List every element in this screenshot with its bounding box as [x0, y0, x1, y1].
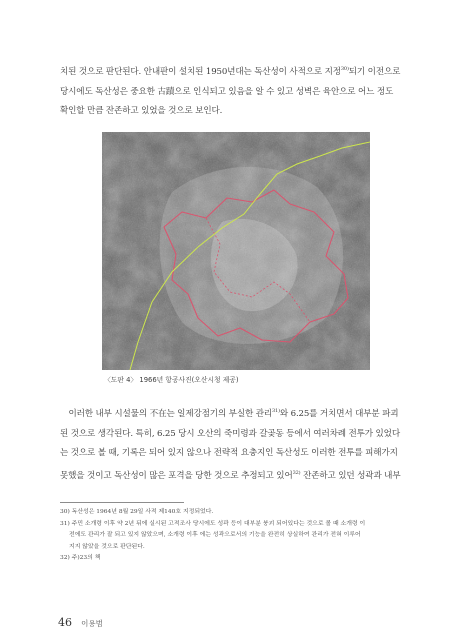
page-footer — [58, 611, 103, 630]
body-paragraph-1 — [60, 60, 418, 122]
text-line: 당시에도 독산성은 중요한 古蹟으로 인식되고 있음을 알 수 있고 성벽은 육안으로 어느 정도 — [60, 86, 394, 97]
body-paragraph-2 — [60, 402, 418, 486]
text-line: 이러한 내부 시설물의 不在는 일제강점기의 부실한 관리$^{31)}$와 6.25를 거치면서 대부분 파괴 — [68, 408, 399, 419]
footnote-ref: 30) — [340, 66, 349, 72]
aerial-photograph — [102, 132, 370, 370]
footnote-ref: 32) — [292, 469, 301, 476]
figure-caption: 〈도판 4〉 1966년 항공사진(오산시청 제공) — [104, 376, 239, 384]
text-line: 된 것으로 생각된다. 특히, 6.25 당시 오산의 죽미령과 갈곶동 등에서 여러차례 전투가 있었다 — [60, 428, 400, 439]
text-line: 확인할 만큼 잔존하고 있었을 것으로 보인다. — [60, 106, 223, 116]
author-name: 이용범 — [81, 619, 103, 628]
text-line: 치된 것으로 판단된다. 안내판이 설치된 1950년대는 독산성이 사적으로 지정$^{30)}$되기 이전으로 — [60, 66, 401, 77]
footnote-31-cont: 지지 않았을 것으로 판단된다. — [69, 543, 145, 550]
footnote-30: 30) 독산성은 1964년 8월 29일 사적 제140호 지정되었다. — [60, 509, 214, 515]
footnote-32: 32) 주)23의 책 — [60, 555, 101, 562]
text-line: 못했을 것이고 독산성이 많은 포격을 당한 것으로 추정되고 있어$^{32)}$ 잔존하고 있던 성곽과 내부 — [60, 469, 401, 481]
footnote-31: 31) 주민 소개령 이후 약 2년 뒤에 실시된 고적조사 당시에도 성곽 등이 대부분 붕괴 되어있다는 것으로 볼 때 소개령 이 — [60, 520, 366, 527]
text-line: 는 것으로 볼 때, 기록은 되어 있지 않으나 전략적 요충지인 독산성도 이러한 전투를 피해가지 — [60, 448, 398, 458]
footnote-ref: 31) — [272, 408, 280, 414]
page-number: 46 — [58, 616, 72, 629]
footnote-divider — [60, 502, 184, 503]
footnote-31-cont: 전에도 관리가 잘 되고 있지 않았으며, 소개령 이후 에는 성곽으로서의 기능을 완전히 상실하여 관리가 전혀 이루어 — [69, 532, 361, 539]
footnotes — [60, 507, 420, 565]
